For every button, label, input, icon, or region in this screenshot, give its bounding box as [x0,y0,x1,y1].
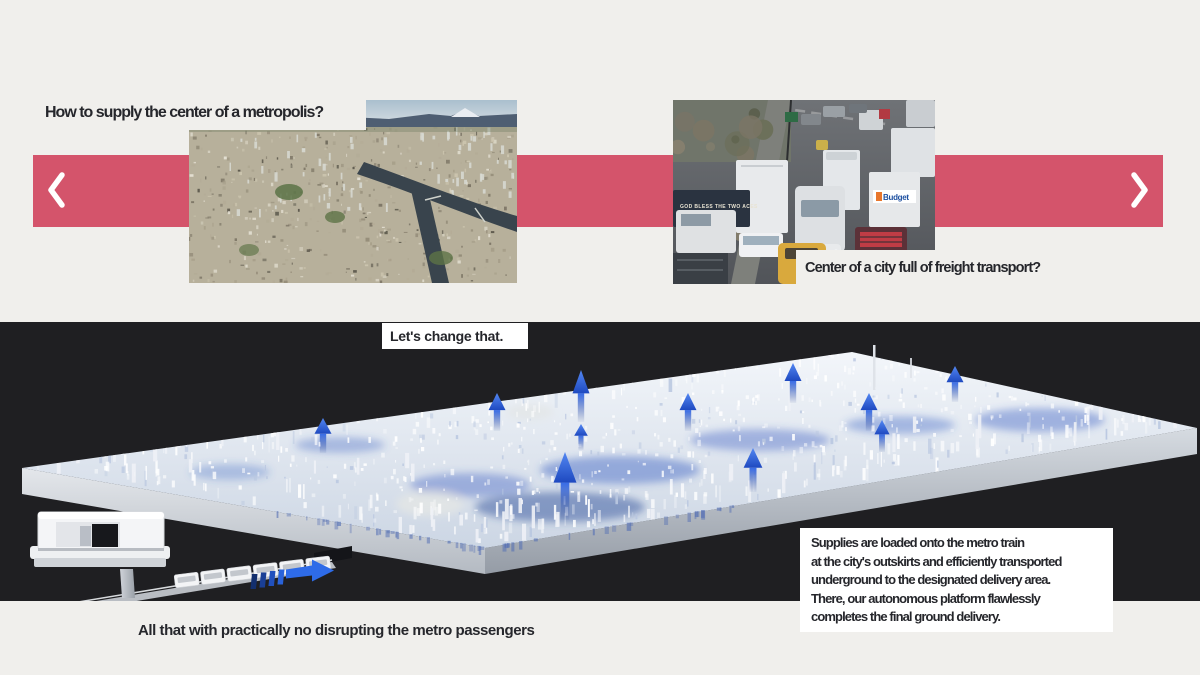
bottom-caption: All that with practically no disrupting the metro passengers [138,622,535,639]
chevron-left-icon [45,171,69,212]
supply-info-box [800,528,1113,632]
question-freight-label [796,250,1111,285]
change-statement-text: Let's change that. [390,328,504,344]
loading-station [30,512,170,598]
chevron-right-icon [1127,171,1151,212]
info-line-5: completes the final ground delivery. [811,609,1001,625]
info-line-2: at the city's outskirts and efficiently transported [811,553,1062,569]
cargo-cube [92,524,118,547]
truck-slogan-text: GOD BLESS THE TWO ACES [680,204,758,210]
question-metropolis-label [36,96,366,130]
street-sign [785,112,798,122]
tower-spike [873,345,876,390]
carousel-next-button[interactable] [1121,173,1157,209]
info-line-4: There, our autonomous platform flawlessly [811,590,1040,606]
park [275,184,303,200]
change-statement-label [382,323,528,349]
info-line-3: underground to the designated delivery area. [811,572,1051,588]
tower-spike-small [910,358,912,378]
carousel-prev-button[interactable] [39,173,75,209]
station-pole [120,569,135,598]
question-freight-text: Center of a city full of freight transport? [805,259,1041,276]
question-metropolis-text: How to supply the center of a metropolis? [45,104,324,121]
info-line-1: Supplies are loaded onto the metro train [811,535,1025,550]
budget-logo-text: Budget [883,193,909,202]
